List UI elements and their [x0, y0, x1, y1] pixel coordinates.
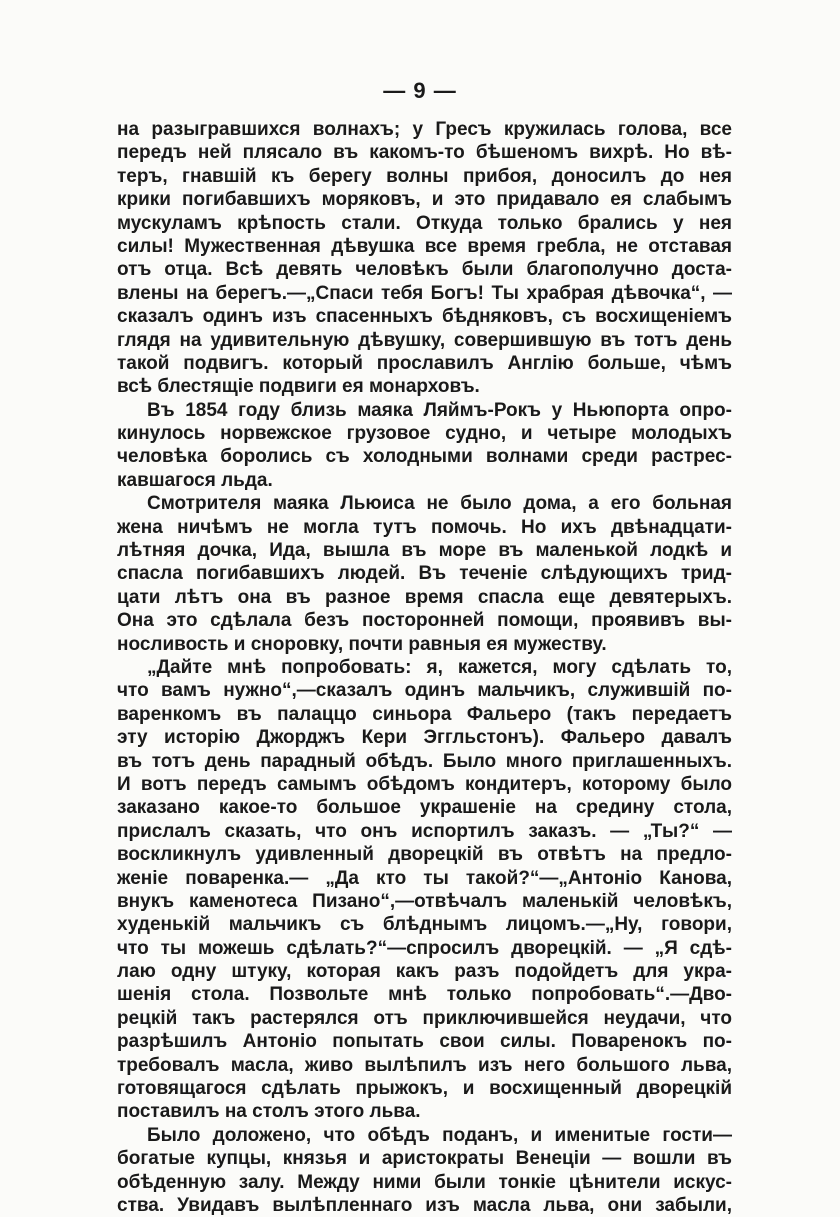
- text-line: внукъ каменотеса Пизано“,—отвѣчалъ маленькiй человѣкъ,: [117, 890, 732, 912]
- text-line: всѣ блестящiе подвиги ея монарховъ.: [117, 376, 480, 398]
- text-line: поставилъ на столъ этого льва.: [117, 1101, 421, 1123]
- text-line: „Дайте мнѣ попробовать: я, кажется, могу сдѣлать то,: [147, 656, 732, 678]
- page-number: — 9 —: [383, 78, 457, 103]
- text-line: эту исторiю Джорджъ Кери Эггльстонъ). Фальеро давалъ: [117, 727, 732, 749]
- text-line: кинулось норвежское грузовое судно, и четыре молодыхъ: [117, 423, 732, 445]
- paragraph: [117, 1124, 732, 1217]
- text-line: что ты можешь сдѣлать?“—спросилъ дворецкiй. — „Я сдѣ-: [117, 937, 732, 959]
- paragraph: [117, 656, 732, 1124]
- text-line: теръ, гнавшій къ берегу волны прибоя, доносилъ до нея: [117, 165, 732, 187]
- text-line: требовалъ масла, живо вылѣпилъ изъ него большого льва,: [117, 1054, 732, 1076]
- text-line: глядя на удивительную дѣвушку, совершившую въ тотъ день: [117, 329, 732, 351]
- paragraph: [117, 118, 732, 399]
- text-line: обѣденную залу. Между ними были тонкiе цѣнители искус-: [117, 1171, 732, 1193]
- text-line: лѣтняя дочка, Ида, вышла въ море въ маленькой лодкѣ и: [117, 540, 732, 562]
- text-line: заказано какое-то большое украшенiе на средину стола,: [117, 797, 732, 819]
- text-line: влены на берегъ.—„Спаси тебя Богъ! Ты храбрая дѣвочка“, —: [117, 282, 732, 304]
- text-line: рецкiй такъ растерялся отъ приключившейся неудачи, что: [117, 1007, 732, 1029]
- text-line: жена ничѣмъ не могла тутъ помочь. Но ихъ двѣнадцати-: [117, 516, 732, 538]
- text-line: такой подвигъ. который прославилъ Англiю больше, чѣмъ: [117, 352, 732, 374]
- text-line: носливость и сноровку, почти равныя ея мужеству.: [117, 633, 607, 655]
- text-line: Было доложено, что обѣдъ поданъ, и именитые гости—: [147, 1124, 732, 1146]
- text-line: въ тотъ день парадный обѣдъ. Было много приглашенныхъ.: [117, 750, 732, 772]
- text-line: Въ 1854 году близь маяка Ляймъ-Рокъ у Ньюпорта опро-: [147, 399, 732, 421]
- text-line: передъ ней плясало въ какомъ-то бѣшеномъ вихрѣ. Но вѣ-: [117, 142, 732, 164]
- text-line: спасла погибавшихъ людей. Въ теченiе слѣдующихъ трид-: [117, 563, 732, 585]
- text-line: силы! Мужественная дѣвушка все время гребла, не отставая: [117, 235, 732, 257]
- text-line: богатые купцы, князья и аристократы Венецiи — вошли въ: [117, 1148, 732, 1170]
- text-line: разрѣшилъ Антонiо попытать свои силы. Поваренокъ по-: [117, 1031, 732, 1053]
- text-line: на разыгравшихся волнахъ; у Гресъ кружилась голова, все: [117, 119, 732, 140]
- text-line: Она это сдѣлала безъ посторонней помощи, проявивъ вы-: [117, 610, 732, 632]
- text-line: худенькiй мальчикъ съ блѣднымъ лицомъ.—„Ну, говори,: [117, 914, 732, 936]
- text-line: готовящагося сдѣлать прыжокъ, и восхищенный дворецкiй: [117, 1078, 732, 1100]
- paragraph: [117, 492, 732, 656]
- text-line: прислалъ сказать, что онъ испортилъ заказъ. — „Ты?“ —: [117, 820, 732, 842]
- text-line: отъ отца. Всѣ девять человѣкъ были благополучно доста-: [117, 259, 732, 281]
- text-line: человѣка боролись съ холодными волнами среди растрес-: [117, 446, 732, 468]
- text-line: варенкомъ въ палаццо синьора Фальеро (такъ передаетъ: [117, 703, 732, 725]
- text-line: что вамъ нужно“,—сказалъ одинъ мальчикъ, служившiй по-: [117, 680, 732, 702]
- text-line: Смотрителя маяка Льюиса не было дома, а его больная: [147, 493, 732, 515]
- text-line: цати лѣтъ она въ разное время спасла еще девятерыхъ.: [117, 586, 732, 608]
- text-line: сказалъ одинъ изъ спасенныхъ бѣдняковъ, съ восхищенiемъ: [117, 306, 732, 328]
- text-line: воскликнулъ удивленный дворецкiй въ отвѣтъ на предло-: [117, 844, 732, 866]
- text-line: кавшагося льда.: [117, 469, 273, 491]
- page-body: [117, 118, 732, 1217]
- text-line: женiе поваренка.— „Да кто ты такой?“—„Антонiо Канова,: [117, 867, 732, 889]
- text-line: крики погибавшихъ моряковъ, и это придавало ея слабымъ: [117, 189, 732, 211]
- text-line: мускуламъ крѣпость стали. Откуда только брались у нея: [117, 212, 732, 234]
- text-line: лаю одну штуку, которая какъ разъ подойдетъ для укра-: [117, 961, 732, 983]
- text-line: И вотъ передъ самымъ обѣдомъ кондитеръ, которому было: [117, 773, 732, 795]
- paragraph: [117, 399, 732, 493]
- text-line: ства. Увидавъ вылѣпленнаго изъ масла льва, они забыли,: [117, 1194, 732, 1216]
- text-line: шенiя стола. Позвольте мнѣ только попробовать“.—Дво-: [117, 984, 732, 1006]
